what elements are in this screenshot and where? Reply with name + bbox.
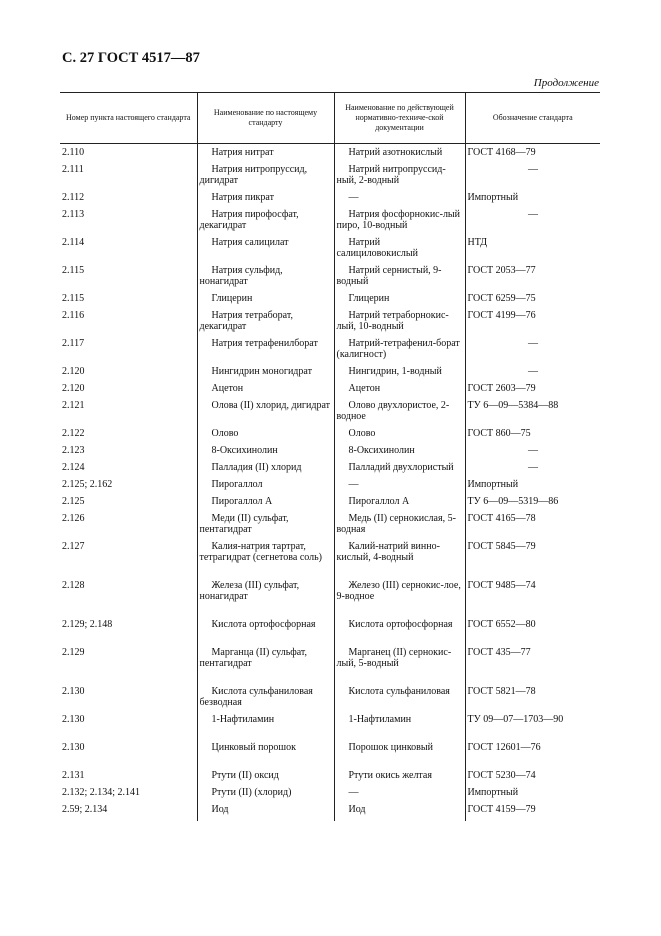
name-cell: Натрия сульфид, нонагидрат [197, 265, 334, 293]
table-row [60, 383, 600, 400]
table-row [60, 338, 600, 366]
designation-cell: ГОСТ 4159—79 [465, 804, 600, 821]
doc-name-cell: Натрия фосфорнокис-лый пиро, 10-водный [334, 209, 465, 237]
designation-cell: ГОСТ 5821—78 [465, 686, 600, 714]
table-row [60, 164, 600, 192]
table-row [60, 714, 600, 742]
doc-name-cell: Железо (III) сернокис-лое, 9-водное [334, 580, 465, 619]
page-header: С. 27 ГОСТ 4517—87 [62, 50, 200, 66]
designation-cell: ГОСТ 4199—76 [465, 310, 600, 338]
table-row [60, 445, 600, 462]
item-cell: 2.110 [62, 147, 85, 158]
item-cell: 2.129 [62, 647, 85, 658]
doc-name-cell: Иод [334, 804, 465, 821]
item-cell: 2.112 [62, 192, 85, 203]
col-header-item: Номер пункта настоящего стандарта [60, 93, 197, 144]
table-row [60, 310, 600, 338]
table-row [60, 265, 600, 293]
col-header-doc-name: Наименование по действующей нормативно-техниче-ской документации [334, 93, 465, 144]
item-cell: 2.127 [62, 541, 85, 552]
table-body [60, 144, 600, 822]
item-cell: 2.132; 2.134; 2.141 [62, 787, 141, 798]
designation-cell: ГОСТ 2053—77 [465, 265, 600, 293]
designation-cell: ГОСТ 2603—79 [465, 383, 600, 400]
designation-cell: ГОСТ 435—77 [465, 647, 600, 686]
doc-name-cell: Медь (II) сернокислая, 5-водная [334, 513, 465, 541]
name-cell: Олова (II) хлорид, дигидрат [197, 400, 334, 428]
name-cell: 8-Оксихинолин [197, 445, 334, 462]
name-cell: Натрия пикрат [197, 192, 334, 209]
item-cell: 2.130 [62, 714, 85, 725]
doc-name-cell: Нингидрин, 1-водный [334, 366, 465, 383]
doc-name-cell: Марганец (II) сернокис-лый, 5-водный [334, 647, 465, 686]
item-cell: 2.130 [62, 686, 85, 697]
item-cell: 2.117 [62, 338, 85, 349]
item-cell: 2.122 [62, 428, 85, 439]
name-cell: Натрия нитропруссид, дигидрат [197, 164, 334, 192]
item-cell: 2.124 [62, 462, 85, 473]
doc-name-cell: — [334, 479, 465, 496]
table-row [60, 619, 600, 647]
name-cell: Кислота ортофосфорная [197, 619, 334, 647]
item-cell: 2.59; 2.134 [62, 804, 108, 815]
name-cell: Ртути (II) оксид [197, 770, 334, 787]
table-row [60, 366, 600, 383]
table-row [60, 647, 600, 686]
designation-cell: — [465, 209, 600, 237]
name-cell: Натрия нитрат [197, 144, 334, 165]
item-cell: 2.120 [62, 383, 85, 394]
doc-name-cell: Натрий азотнокислый [334, 144, 465, 165]
doc-name-cell: Кислота сульфаниловая [334, 686, 465, 714]
table-row [60, 787, 600, 804]
designation-cell: ГОСТ 5230—74 [465, 770, 600, 787]
designation-cell: ГОСТ 6552—80 [465, 619, 600, 647]
name-cell: Ртути (II) (хлорид) [197, 787, 334, 804]
doc-name-cell: 1-Нафтиламин [334, 714, 465, 742]
designation-cell: — [465, 462, 600, 479]
table-row [60, 770, 600, 787]
item-cell: 2.115 [62, 265, 85, 276]
table-header-row [60, 93, 600, 144]
doc-name-cell: Кислота ортофосфорная [334, 619, 465, 647]
designation-cell: — [465, 445, 600, 462]
doc-name-cell: Натрий нитропруссид-ный, 2-водный [334, 164, 465, 192]
name-cell: Палладия (II) хлорид [197, 462, 334, 479]
table-row [60, 742, 600, 770]
doc-name-cell: Натрий салициловокислый [334, 237, 465, 265]
table-row [60, 192, 600, 209]
col-header-name: Наименование по настоящему стандарту [197, 93, 334, 144]
doc-name-cell: Олово двухлористое, 2-водное [334, 400, 465, 428]
item-cell: 2.125; 2.162 [62, 479, 113, 490]
table-row [60, 400, 600, 428]
table-row [60, 686, 600, 714]
doc-name-cell: Пирогаллол А [334, 496, 465, 513]
table-row [60, 237, 600, 265]
doc-name-cell: 8-Оксихинолин [334, 445, 465, 462]
doc-name-cell: — [334, 192, 465, 209]
item-cell: 2.120 [62, 366, 85, 377]
item-cell: 2.121 [62, 400, 85, 411]
col-header-designation: Обозначение стандарта [465, 93, 600, 144]
designation-cell: — [465, 366, 600, 383]
name-cell: Цинковый порошок [197, 742, 334, 770]
designation-cell: ТУ 6—09—5319—86 [465, 496, 600, 513]
designation-cell: Импортный [465, 192, 600, 209]
name-cell: Меди (II) сульфат, пентагидрат [197, 513, 334, 541]
name-cell: Иод [197, 804, 334, 821]
item-cell: 2.130 [62, 742, 85, 753]
designation-cell: Импортный [465, 787, 600, 804]
designation-cell: ГОСТ 5845—79 [465, 541, 600, 580]
designation-cell: ГОСТ 12601—76 [465, 742, 600, 770]
name-cell: Натрия тетрафенилборат [197, 338, 334, 366]
doc-name-cell: Порошок цинковый [334, 742, 465, 770]
doc-name-cell: Ртути окись желтая [334, 770, 465, 787]
table-row [60, 144, 600, 165]
table-row [60, 541, 600, 580]
designation-cell: ГОСТ 4165—78 [465, 513, 600, 541]
table-row [60, 804, 600, 821]
name-cell: Натрия пирофосфат, декагидрат [197, 209, 334, 237]
table-row [60, 209, 600, 237]
designation-cell: ГОСТ 860—75 [465, 428, 600, 445]
doc-name-cell: Палладий двухлористый [334, 462, 465, 479]
item-cell: 2.131 [62, 770, 85, 781]
item-cell: 2.125 [62, 496, 85, 507]
item-cell: 2.113 [62, 209, 85, 220]
continued-label: Продолжение [533, 77, 599, 89]
table-row [60, 293, 600, 310]
doc-name-cell: Натрий тетраборнокис-лый, 10-водный [334, 310, 465, 338]
item-cell: 2.111 [62, 164, 84, 175]
item-cell: 2.128 [62, 580, 85, 591]
doc-name-cell: Калий-натрий винно-кислый, 4-водный [334, 541, 465, 580]
table-row [60, 496, 600, 513]
item-cell: 2.123 [62, 445, 85, 456]
name-cell: Железа (III) сульфат, нонагидрат [197, 580, 334, 619]
item-cell: 2.114 [62, 237, 85, 248]
table-row [60, 513, 600, 541]
designation-cell: ТУ 09—07—1703—90 [465, 714, 600, 742]
designation-cell: НТД [465, 237, 600, 265]
table-row [60, 580, 600, 619]
name-cell: Натрия тетраборат, декагидрат [197, 310, 334, 338]
name-cell: Натрия салицилат [197, 237, 334, 265]
doc-name-cell: Олово [334, 428, 465, 445]
item-cell: 2.126 [62, 513, 85, 524]
table-row [60, 428, 600, 445]
name-cell: Глицерин [197, 293, 334, 310]
designation-cell: ГОСТ 9485—74 [465, 580, 600, 619]
name-cell: Пирогаллол А [197, 496, 334, 513]
doc-name-cell: Натрий-тетрафенил-борат (калигност) [334, 338, 465, 366]
name-cell: Олово [197, 428, 334, 445]
item-cell: 2.115 [62, 293, 85, 304]
doc-name-cell: — [334, 787, 465, 804]
name-cell: Калия-натрия тартрат, тетрагидрат (сегнетова соль) [197, 541, 334, 580]
name-cell: Ацетон [197, 383, 334, 400]
name-cell: Нингидрин моногидрат [197, 366, 334, 383]
designation-cell: ГОСТ 4168—79 [465, 144, 600, 165]
standards-table [60, 92, 600, 821]
name-cell: Марганца (II) сульфат, пентагидрат [197, 647, 334, 686]
item-cell: 2.116 [62, 310, 85, 321]
designation-cell: — [465, 338, 600, 366]
designation-cell: Импортный [465, 479, 600, 496]
doc-name-cell: Глицерин [334, 293, 465, 310]
doc-name-cell: Натрий сернистый, 9-водный [334, 265, 465, 293]
designation-cell: ТУ 6—09—5384—88 [465, 400, 600, 428]
name-cell: Кислота сульфаниловая безводная [197, 686, 334, 714]
designation-cell: — [465, 164, 600, 192]
item-cell: 2.129; 2.148 [62, 619, 113, 630]
table-row [60, 479, 600, 496]
name-cell: 1-Нафтиламин [197, 714, 334, 742]
designation-cell: ГОСТ 6259—75 [465, 293, 600, 310]
table-row [60, 462, 600, 479]
doc-name-cell: Ацетон [334, 383, 465, 400]
name-cell: Пирогаллол [197, 479, 334, 496]
